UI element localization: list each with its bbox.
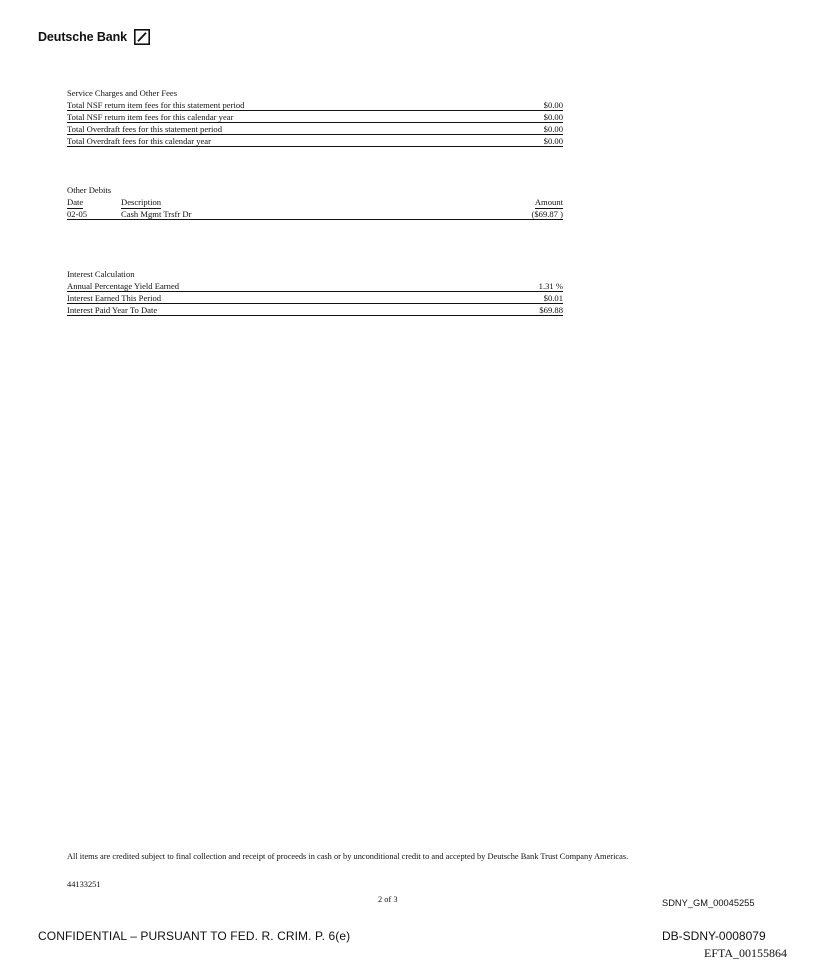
other-debits-header-row — [67, 196, 563, 208]
interest-label: Interest Paid Year To Date — [67, 305, 158, 315]
collection-disclaimer: All items are credited subject to final collection and receipt of proceeds in cash or by unconditional credit to and accepted by Deutsche Bank Trust Company Americas. — [67, 852, 629, 861]
fee-amount: $0.00 — [543, 136, 563, 146]
amount-column-header: Amount — [534, 197, 563, 207]
interest-amount: $69.88 — [539, 305, 563, 315]
bates-number-db: DB-SDNY-0008079 — [662, 929, 766, 943]
interest-amount: 1.31 % — [538, 281, 563, 291]
debit-amount: ($69.87 ) — [531, 209, 563, 219]
bates-number-sdny-gm: SDNY_GM_00045255 — [662, 898, 755, 908]
table-row — [67, 280, 563, 292]
table-row — [67, 304, 563, 316]
fee-label: Total NSF return item fees for this statement period — [67, 100, 245, 110]
fee-label: Total Overdraft fees for this statement period — [67, 124, 222, 134]
table-row — [67, 292, 563, 304]
confidential-notice: CONFIDENTIAL – PURSUANT TO FED. R. CRIM. P. 6(e) — [38, 929, 351, 943]
table-row — [67, 99, 563, 111]
efta-number: EFTA_00155864 — [704, 946, 788, 960]
account-number: 44133251 — [67, 880, 101, 889]
other-debits-heading: Other Debits — [67, 185, 112, 195]
brand-name: Deutsche Bank — [38, 30, 128, 44]
fee-label: Total NSF return item fees for this calendar year — [67, 112, 234, 122]
page-number: 2 of 3 — [378, 895, 398, 904]
table-row — [67, 111, 563, 123]
deutsche-bank-logo-icon — [134, 29, 150, 45]
debit-date: 02-05 — [67, 209, 88, 219]
interest-heading: Interest Calculation — [67, 269, 135, 279]
debit-description: Cash Mgmt Trsfr Dr — [121, 209, 192, 219]
interest-amount: $0.01 — [543, 293, 563, 303]
interest-label: Annual Percentage Yield Earned — [67, 281, 180, 291]
description-column-header: Description — [121, 197, 162, 207]
table-row — [67, 208, 563, 220]
interest-label: Interest Earned This Period — [67, 293, 162, 303]
fee-amount: $0.00 — [543, 100, 563, 110]
table-row — [67, 135, 563, 147]
date-column-header: Date — [67, 197, 84, 207]
service-charges-section — [67, 87, 563, 147]
brand-header — [38, 29, 150, 45]
fee-amount: $0.00 — [543, 124, 563, 134]
other-debits-section — [67, 184, 563, 220]
fee-label: Total Overdraft fees for this calendar year — [67, 136, 211, 146]
table-row — [67, 123, 563, 135]
fee-amount: $0.00 — [543, 112, 563, 122]
service-charges-heading: Service Charges and Other Fees — [67, 88, 178, 98]
interest-section — [67, 268, 563, 316]
